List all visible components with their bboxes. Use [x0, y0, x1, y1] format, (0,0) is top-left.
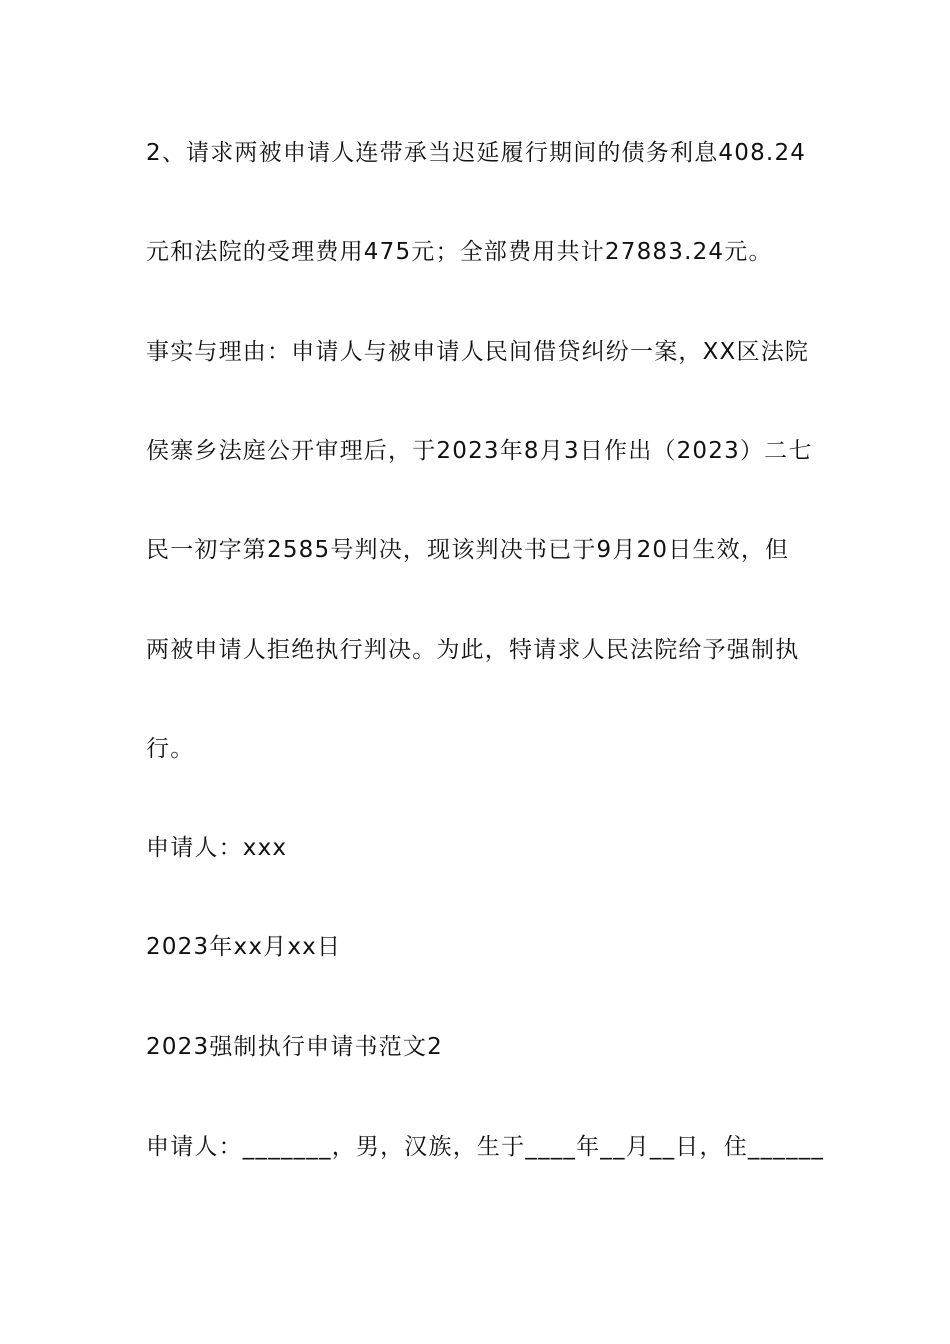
section-title: 2023强制执行申请书范文2 — [146, 1034, 443, 1060]
paragraph-facts-line-2: 侯寨乡法庭公开审理后，于2023年8月3日作出（2023）二七 — [146, 438, 813, 464]
paragraph-facts-line-4: 两被申请人拒绝执行判决。为此，特请求人民法院给予强制执 — [146, 637, 800, 663]
applicant-info-line: 申请人：_______，男，汉族，生于____年__月__日，住______ — [146, 1134, 825, 1160]
paragraph-facts-line-1: 事实与理由：申请人与被申请人民间借贷纠纷一案，XX区法院 — [146, 339, 810, 365]
paragraph-request-interest-line-1: 2、请求两被申请人连带承当迟延履行期间的债务利息408.24 — [146, 140, 807, 166]
paragraph-request-interest-line-2: 元和法院的受理费用475元；全部费用共计27883.24元。 — [146, 239, 773, 265]
signature-date: 2023年xx月xx日 — [146, 934, 342, 960]
paragraph-facts-line-5: 行。 — [146, 736, 195, 762]
applicant-signature: 申请人：xxx — [146, 835, 288, 861]
paragraph-facts-line-3: 民一初字第2585号判决，现该判决书已于9月20日生效，但 — [146, 537, 790, 563]
